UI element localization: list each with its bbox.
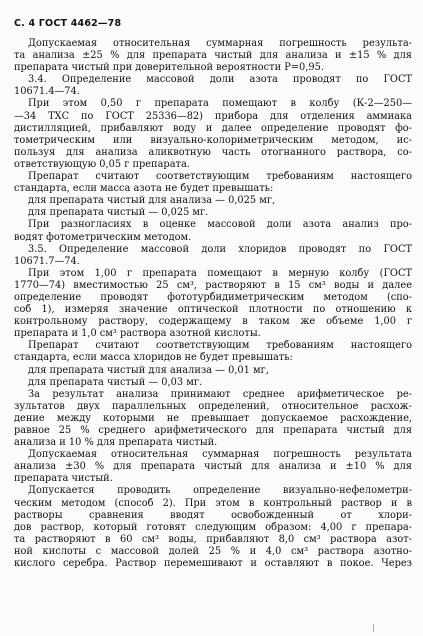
text-line: для препарата чистый — 0,03 мг. bbox=[28, 376, 203, 388]
text-line: дов раствор, который готовят следующим образом: 4,00 г препара- bbox=[14, 521, 412, 533]
text-line: анализа и 10 % для препарата чистый. bbox=[14, 437, 218, 449]
text-line: тометрическим или визуально-колориметрическим методом, ис- bbox=[14, 134, 412, 146]
text-line: ответствующую 0,05 г препарата. bbox=[14, 158, 190, 170]
text-line: контрольному раствору, содержащему в таком же объеме 1,00 г bbox=[14, 316, 412, 328]
text-line: анализа ±30 % для препарата чистый для анализа и ±10 % для bbox=[14, 461, 412, 473]
text-line: 10671.7—74. bbox=[14, 255, 80, 267]
text-line: 3.5. Определение массовой доли хлоридов проводят по ГОСТ bbox=[28, 243, 412, 255]
text-line: водят фотометрическим методом. bbox=[14, 231, 192, 243]
text-line: соб 1), измеряя значение оптической плотности по отношению к bbox=[14, 304, 412, 316]
text-line: зультатов двух параллельных определений, относительное расхож- bbox=[14, 400, 412, 412]
page-header: С. 4 ГОСТ 4462—78 bbox=[14, 18, 122, 29]
text-line: стандарта, если масса хлоридов не будет превышать: bbox=[14, 352, 293, 364]
body-text bbox=[14, 38, 412, 570]
text-line: 3.4. Определение массовой доли азота проводят по ГОСТ bbox=[28, 74, 412, 86]
text-line: ческим методом (способ 2). При этом в контрольный раствор и в bbox=[14, 497, 412, 509]
text-line: 10671.4—74. bbox=[14, 86, 80, 98]
text-line: пользуя для анализа аликвотную часть отогнанного раствора, со- bbox=[14, 146, 412, 158]
text-line: препарата чистый. bbox=[14, 473, 113, 485]
text-line: —34 ТХС по ГОСТ 25336—82) прибора для отделения аммиака bbox=[14, 110, 412, 122]
text-line: ной кислоты с массовой долей 25 % и 4,0 см³ раствора азотно- bbox=[14, 545, 412, 557]
text-line: для препарата чистый — 0,025 мг. bbox=[28, 207, 209, 219]
text-line: равное 25 % среднего арифметического для препарата чистый для bbox=[14, 425, 412, 436]
text-line: препарата и 1,0 см³ раствора азотной кислоты. bbox=[14, 328, 261, 340]
text-line: для препарата чистый для анализа — 0,025 мг, bbox=[28, 195, 276, 207]
text-line: растворы сравнения вводят освобожденный от хлори- bbox=[14, 509, 412, 521]
text-line: Препарат считают соответствующим требованиям настоящего bbox=[28, 171, 412, 183]
text-line: дистилляцией, прибавляют воду и далее определение проводят фо- bbox=[14, 122, 412, 134]
text-line: дение между которыми не превышает допускаемое расхождение, bbox=[14, 412, 412, 424]
text-line: стандарта, если масса азота не будет превышать: bbox=[14, 183, 274, 195]
text-line: та растворяют в 60 см³ воды, прибавляют 8,0 см³ раствора азот- bbox=[14, 533, 412, 545]
text-line: 1770—74) вместимостью 25 см³, растворяют в 15 см³ воды и далее bbox=[14, 279, 412, 291]
text-line: кислого серебра. Раствор перемешивают и оставляют в покое. Через bbox=[14, 558, 412, 570]
text-line: препарата чистый при доверительной вероятности P=0,95. bbox=[14, 62, 324, 74]
text-line: При этом 1,00 г препарата помещают в мерную колбу (ГОСТ bbox=[28, 267, 412, 279]
text-line: для препарата чистый для анализа — 0,01 мг, bbox=[28, 364, 269, 376]
scan-mark bbox=[373, 624, 379, 632]
text-line: Препарат считают соответствующим требованиям настоящего bbox=[28, 340, 412, 352]
text-line: Допускается проводить определение визуально-нефелометри- bbox=[28, 485, 412, 497]
text-line: Допускаемая относительная суммарная погрешность результата bbox=[28, 449, 412, 461]
text-line: При этом 0,50 г препарата помещают в колбу (К-2—250— bbox=[28, 98, 412, 110]
text-line: За результат анализа принимают среднее арифметическое ре- bbox=[28, 388, 412, 400]
text-line: определение проводят фототурбидиметрическим методом (спо- bbox=[14, 291, 412, 303]
text-line: та анализа ±25 % для препарата чистый для анализа и ±15 % для bbox=[14, 50, 412, 62]
text-line: Допускаемая относительная суммарная погрешность результа- bbox=[28, 38, 412, 49]
text-line: При разногласиях в оценке массовой доли азота анализ про- bbox=[28, 219, 412, 231]
